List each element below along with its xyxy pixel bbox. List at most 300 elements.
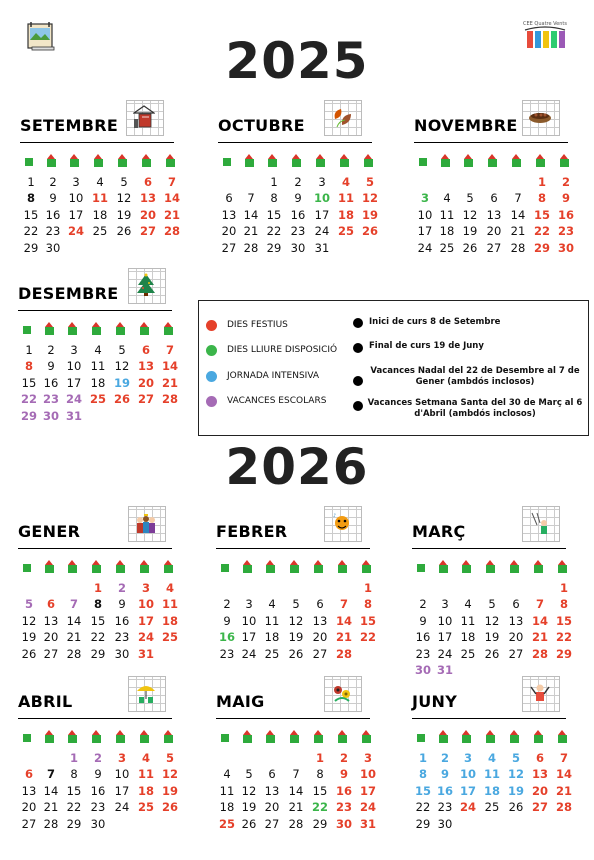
day-21: 21	[243, 224, 259, 239]
month-underline	[18, 548, 172, 549]
day-26: 26	[288, 646, 304, 661]
day-14: 14	[555, 767, 572, 782]
day-19: 19	[21, 630, 37, 645]
day-6: 6	[316, 597, 324, 612]
carnival-mask-icon	[324, 506, 362, 542]
day-20: 20	[221, 224, 237, 239]
day-5: 5	[511, 751, 520, 765]
legend-intensiva: JORNADA INTENSIVA	[227, 371, 320, 381]
day-11: 11	[90, 359, 106, 374]
house-icon	[24, 154, 35, 167]
house-icon	[557, 560, 568, 573]
day-16: 16	[90, 783, 106, 798]
month-underline	[216, 718, 370, 719]
day-27: 27	[139, 224, 156, 239]
three-kings-icon	[128, 506, 166, 542]
day-4: 4	[96, 175, 104, 189]
house-icon	[141, 154, 152, 167]
day-16: 16	[557, 207, 574, 222]
day-29: 29	[66, 816, 82, 831]
day-31: 31	[359, 816, 376, 831]
day-11: 11	[337, 191, 354, 206]
day-10: 10	[114, 767, 130, 782]
day-13: 13	[508, 613, 524, 628]
lliure-dot	[206, 345, 217, 356]
day-22: 22	[533, 224, 550, 239]
house-icon	[487, 154, 498, 167]
day-12: 12	[21, 613, 37, 628]
weekday-icons	[18, 560, 178, 574]
house-icon	[361, 730, 372, 743]
day-29: 29	[533, 240, 550, 255]
legend-vacances: VACANCES ESCOLARS	[227, 396, 327, 406]
day-18: 18	[219, 800, 235, 815]
svg-text:♪: ♪	[333, 513, 337, 519]
house-icon	[222, 154, 233, 167]
day-14: 14	[288, 783, 304, 798]
note-nadal: Vacances Nadal del 22 de Desembre al 7 de Gener (ambdós inclosos)	[370, 366, 580, 387]
day-15: 15	[21, 375, 37, 390]
day-15: 15	[555, 613, 572, 628]
day-7: 7	[535, 597, 544, 612]
day-30: 30	[557, 240, 574, 255]
house-icon	[67, 322, 78, 335]
note-final: Final de curs 19 de Juny	[369, 341, 484, 351]
day-12: 12	[241, 783, 257, 798]
month-underline	[414, 142, 568, 143]
day-7: 7	[69, 597, 78, 612]
chestnut-basket-icon	[522, 100, 560, 136]
day-13: 13	[531, 767, 548, 782]
day-19: 19	[361, 207, 378, 222]
house-icon	[461, 730, 472, 743]
day-24: 24	[67, 224, 84, 239]
day-9: 9	[223, 613, 231, 628]
year-2025: 2025	[225, 32, 369, 90]
day-14: 14	[163, 191, 180, 206]
day-11: 11	[137, 767, 154, 782]
day-19: 19	[462, 224, 478, 239]
day-20: 20	[508, 630, 524, 645]
house-icon	[91, 730, 102, 743]
day-8: 8	[363, 597, 372, 612]
day-3: 3	[420, 191, 429, 206]
day-14: 14	[66, 613, 82, 628]
house-icon	[22, 560, 33, 573]
house-icon	[139, 560, 150, 573]
day-14: 14	[510, 207, 526, 222]
house-icon	[339, 154, 350, 167]
day-25: 25	[161, 630, 178, 645]
day-10: 10	[359, 767, 376, 782]
day-2: 2	[93, 751, 102, 765]
legend-lliure: DIES LLIURE DISPOSICIÓ	[227, 345, 338, 355]
house-icon	[115, 730, 126, 743]
day-8: 8	[24, 359, 33, 374]
house-icon	[533, 730, 544, 743]
day-23: 23	[45, 224, 61, 239]
day-12: 12	[116, 191, 132, 206]
day-2: 2	[561, 175, 570, 189]
house-icon	[337, 560, 348, 573]
weekday-icons	[20, 154, 180, 168]
day-11: 11	[91, 191, 108, 206]
house-icon	[117, 154, 128, 167]
note-dot-inici	[353, 318, 363, 328]
house-icon	[438, 560, 449, 573]
house-icon	[242, 730, 253, 743]
note-dot-final	[353, 343, 363, 353]
day-29: 29	[415, 816, 431, 831]
day-1: 1	[559, 581, 568, 595]
day-30: 30	[42, 408, 59, 423]
day-18: 18	[92, 207, 108, 222]
house-icon	[418, 154, 429, 167]
day-30: 30	[90, 816, 106, 831]
umbrella-boots-icon	[128, 676, 166, 712]
day-28: 28	[288, 816, 304, 831]
month-underline	[18, 310, 172, 311]
day-15: 15	[312, 783, 328, 798]
weekday-icons	[216, 730, 376, 744]
day-3: 3	[441, 597, 449, 612]
day-8: 8	[418, 767, 427, 782]
day-9: 9	[561, 191, 570, 206]
day-30: 30	[335, 816, 352, 831]
house-icon	[244, 154, 255, 167]
day-7: 7	[559, 751, 568, 765]
day-28: 28	[163, 224, 180, 239]
day-22: 22	[23, 224, 39, 239]
day-17: 17	[137, 613, 154, 628]
day-15: 15	[90, 613, 106, 628]
day-22: 22	[66, 800, 82, 815]
day-23: 23	[42, 392, 59, 407]
month-title: GENER	[18, 522, 81, 541]
day-26: 26	[484, 646, 500, 661]
festius-dot	[206, 320, 217, 331]
house-icon	[313, 560, 324, 573]
day-12: 12	[462, 207, 478, 222]
day-18: 18	[337, 207, 354, 222]
day-23: 23	[114, 630, 130, 645]
house-icon	[461, 560, 472, 573]
day-25: 25	[484, 800, 500, 815]
day-10: 10	[459, 767, 476, 782]
day-17: 17	[437, 630, 453, 645]
day-28: 28	[531, 646, 548, 661]
house-icon	[46, 154, 57, 167]
day-6: 6	[143, 175, 152, 189]
day-18: 18	[90, 375, 106, 390]
day-1: 1	[418, 751, 427, 765]
day-10: 10	[68, 191, 84, 206]
day-10: 10	[313, 191, 330, 206]
day-19: 19	[241, 800, 257, 815]
day-18: 18	[137, 783, 154, 798]
day-17: 17	[417, 224, 433, 239]
day-19: 19	[113, 375, 130, 390]
day-8: 8	[93, 597, 102, 612]
house-icon	[313, 730, 324, 743]
day-16: 16	[290, 207, 306, 222]
house-icon	[509, 730, 520, 743]
day-28: 28	[555, 800, 572, 815]
day-3: 3	[117, 751, 126, 765]
day-1: 1	[315, 751, 324, 765]
day-2: 2	[49, 175, 57, 189]
day-22: 22	[415, 800, 431, 815]
day-18: 18	[264, 630, 280, 645]
day-12: 12	[484, 613, 500, 628]
day-29: 29	[555, 646, 572, 661]
day-3: 3	[318, 175, 326, 189]
day-5: 5	[118, 343, 126, 357]
school-book-icon	[126, 100, 164, 136]
weekday-icons	[216, 560, 376, 574]
day-16: 16	[335, 783, 352, 798]
day-4: 4	[443, 191, 451, 206]
day-15: 15	[266, 207, 282, 222]
day-22: 22	[359, 630, 376, 645]
month-title: JUNY	[412, 692, 458, 711]
day-11: 11	[219, 783, 235, 798]
day-5: 5	[365, 175, 374, 189]
day-13: 13	[43, 613, 59, 628]
day-31: 31	[137, 646, 154, 661]
weekday-icons	[412, 730, 572, 744]
house-icon	[44, 560, 55, 573]
month-underline	[412, 548, 566, 549]
house-icon	[485, 560, 496, 573]
day-28: 28	[161, 392, 178, 407]
day-3: 3	[70, 343, 78, 357]
day-30: 30	[114, 646, 130, 661]
day-22: 22	[311, 800, 328, 815]
day-2: 2	[47, 343, 55, 357]
house-icon	[289, 560, 300, 573]
day-5: 5	[24, 597, 33, 612]
day-6: 6	[141, 343, 150, 357]
day-5: 5	[292, 597, 300, 612]
house-icon	[67, 730, 78, 743]
day-30: 30	[414, 663, 431, 677]
year-2026: 2026	[225, 438, 369, 496]
day-6: 6	[512, 597, 520, 612]
day-31: 31	[436, 663, 453, 677]
day-28: 28	[43, 816, 59, 831]
day-23: 23	[290, 224, 306, 239]
day-26: 26	[462, 240, 478, 255]
day-24: 24	[65, 392, 82, 407]
day-21: 21	[66, 630, 82, 645]
day-20: 20	[137, 375, 154, 390]
day-10: 10	[137, 597, 154, 612]
house-icon	[315, 154, 326, 167]
day-23: 23	[335, 800, 352, 815]
day-9: 9	[440, 767, 449, 782]
day-25: 25	[92, 224, 108, 239]
day-1: 1	[25, 343, 33, 357]
day-12: 12	[114, 359, 130, 374]
house-icon	[416, 560, 427, 573]
day-22: 22	[20, 392, 37, 407]
day-22: 22	[90, 630, 106, 645]
weekday-icons	[18, 730, 178, 744]
day-6: 6	[46, 597, 55, 612]
day-13: 13	[21, 783, 37, 798]
day-21: 21	[43, 800, 59, 815]
day-21: 21	[555, 783, 572, 798]
day-6: 6	[24, 767, 33, 782]
day-9: 9	[294, 191, 302, 206]
day-12: 12	[507, 767, 524, 782]
day-28: 28	[510, 240, 526, 255]
house-icon	[163, 560, 174, 573]
day-23: 23	[415, 646, 431, 661]
day-2: 2	[339, 751, 348, 765]
day-27: 27	[508, 646, 524, 661]
legend-festius: DIES FESTIUS	[227, 320, 288, 330]
day-26: 26	[116, 224, 132, 239]
day-29: 29	[23, 240, 39, 255]
day-13: 13	[139, 191, 156, 206]
month-title: DESEMBRE	[18, 284, 119, 303]
day-22: 22	[555, 630, 572, 645]
day-8: 8	[316, 767, 324, 782]
month-title: FEBRER	[216, 522, 288, 541]
day-15: 15	[359, 613, 376, 628]
day-29: 29	[90, 646, 106, 661]
day-16: 16	[114, 613, 130, 628]
house-icon	[533, 560, 544, 573]
day-15: 15	[533, 207, 550, 222]
day-1: 1	[93, 581, 102, 595]
house-icon	[165, 154, 176, 167]
day-7: 7	[514, 191, 522, 206]
day-21: 21	[161, 375, 178, 390]
house-icon	[22, 322, 33, 335]
house-icon	[363, 154, 374, 167]
day-4: 4	[223, 767, 231, 782]
note-setmana-santa: Vacances Setmana Santa del 30 de Març al 6 d'Abril (ambdós inclosos)	[367, 398, 583, 419]
day-30: 30	[45, 240, 61, 255]
day-8: 8	[537, 191, 546, 206]
day-20: 20	[531, 783, 548, 798]
house-icon	[337, 730, 348, 743]
month-title: MAIG	[216, 692, 265, 711]
day-1: 1	[69, 751, 78, 765]
weekday-icons	[414, 154, 574, 168]
day-20: 20	[21, 800, 37, 815]
day-5: 5	[466, 191, 474, 206]
house-icon	[557, 730, 568, 743]
day-24: 24	[137, 630, 154, 645]
day-2: 2	[419, 597, 427, 612]
day-17: 17	[459, 783, 476, 798]
day-7: 7	[46, 767, 55, 782]
day-25: 25	[439, 240, 455, 255]
day-4: 4	[487, 751, 496, 765]
day-1: 1	[270, 175, 278, 189]
day-10: 10	[66, 359, 82, 374]
day-10: 10	[241, 613, 257, 628]
month-title: OCTUBRE	[218, 116, 305, 135]
day-17: 17	[314, 207, 330, 222]
day-11: 11	[460, 613, 476, 628]
day-22: 22	[266, 224, 282, 239]
day-9: 9	[49, 191, 57, 206]
day-16: 16	[45, 207, 61, 222]
house-icon	[291, 154, 302, 167]
house-icon	[93, 154, 104, 167]
day-20: 20	[43, 630, 59, 645]
house-icon	[91, 560, 102, 573]
day-26: 26	[21, 646, 37, 661]
day-5: 5	[165, 751, 174, 765]
house-icon	[265, 560, 276, 573]
day-4: 4	[141, 751, 150, 765]
day-27: 27	[486, 240, 502, 255]
day-30: 30	[290, 240, 306, 255]
day-27: 27	[221, 240, 237, 255]
month-underline	[216, 548, 370, 549]
house-icon	[361, 560, 372, 573]
day-9: 9	[419, 613, 427, 628]
day-6: 6	[225, 191, 233, 206]
day-15: 15	[66, 783, 82, 798]
day-8: 8	[70, 767, 78, 782]
day-7: 7	[292, 767, 300, 782]
day-4: 4	[268, 597, 276, 612]
day-24: 24	[114, 800, 130, 815]
day-26: 26	[361, 224, 378, 239]
day-14: 14	[243, 207, 259, 222]
day-9: 9	[118, 597, 126, 612]
house-icon	[69, 154, 80, 167]
note-dot-setmana-santa	[353, 401, 363, 411]
day-8: 8	[26, 191, 35, 206]
day-9: 9	[47, 359, 55, 374]
day-12: 12	[361, 191, 378, 206]
day-24: 24	[417, 240, 433, 255]
day-29: 29	[312, 816, 328, 831]
day-9: 9	[339, 767, 348, 782]
day-7: 7	[165, 343, 174, 357]
month-title: ABRIL	[18, 692, 73, 711]
day-30: 30	[437, 816, 453, 831]
day-27: 27	[137, 392, 154, 407]
day-13: 13	[221, 207, 237, 222]
day-11: 11	[161, 597, 178, 612]
house-icon	[485, 730, 496, 743]
day-6: 6	[535, 751, 544, 765]
day-23: 23	[90, 800, 106, 815]
day-4: 4	[94, 343, 102, 357]
day-26: 26	[241, 816, 257, 831]
day-20: 20	[312, 630, 328, 645]
flowers-icon	[324, 676, 362, 712]
day-7: 7	[247, 191, 255, 206]
day-26: 26	[113, 392, 130, 407]
day-23: 23	[219, 646, 235, 661]
day-11: 11	[483, 767, 500, 782]
day-12: 12	[161, 767, 178, 782]
month-underline	[412, 718, 566, 719]
house-icon	[91, 322, 102, 335]
house-icon	[416, 730, 427, 743]
day-24: 24	[359, 800, 376, 815]
